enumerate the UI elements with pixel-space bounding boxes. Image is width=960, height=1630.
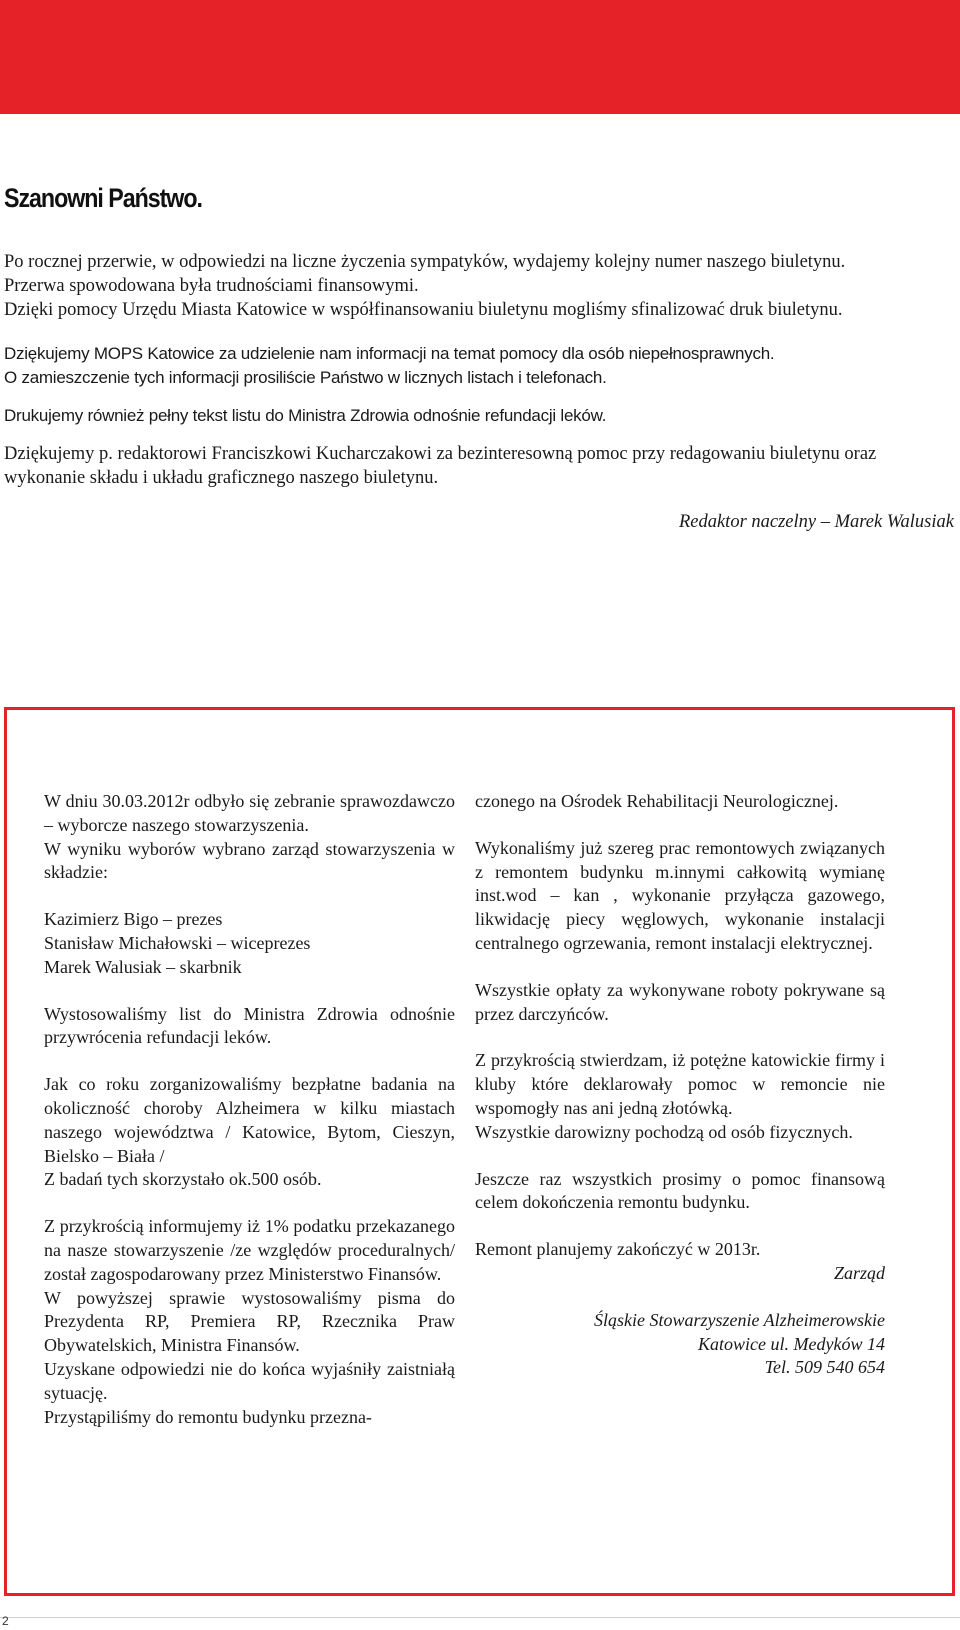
board-member: Stanisław Michałowski – wiceprezes (44, 932, 311, 953)
editor-signature: Redaktor naczelny – Marek Walusiak (678, 512, 954, 532)
organization-name: Śląskie Stowarzyszenie Alzheimerowskie (594, 1309, 885, 1330)
report-paragraph: W wyniku wyborów wybrano zarząd stowarzyszenia w składzie: (44, 838, 455, 883)
report-box (4, 707, 955, 1596)
report-right-column (475, 790, 885, 1380)
organization-phone: Tel. 509 540 654 (764, 1357, 885, 1378)
report-left-column (44, 790, 455, 1429)
report-paragraph: W dniu 30.03.2012r odbyło się zebranie sprawozdawczo – wyborcze naszego stowarzyszenia. (44, 791, 455, 835)
intro-paragraph: Dziękujemy p. redaktorowi Franciszkowi Kucharczakowi za bezinteresowną pomoc przy redagowaniu biuletynu oraz wykonanie składu i układu graficznego naszego biuletynu. (4, 444, 877, 488)
report-paragraph: Wszystkie opłaty za wykonywane roboty pokrywane są przez darczyńców. (475, 979, 885, 1024)
report-paragraph: Jeszcze raz wszystkich prosimy o pomoc finansową celem dokończenia remontu budynku. (475, 1168, 885, 1213)
report-paragraph: Wystosowaliśmy list do Ministra Zdrowia odnośnie przywrócenia refundacji leków. (44, 1003, 455, 1048)
intro-paragraph: O zamieszczenie tych informacji prosiliście Państwo w licznych listach i telefonach. (4, 368, 607, 387)
page-number: 2 (2, 1614, 9, 1628)
intro-paragraph: Dziękujemy MOPS Katowice za udzielenie nam informacji na temat pomocy dla osób niepełnosprawnych. (4, 344, 775, 363)
intro-section (4, 250, 954, 534)
intro-paragraph: Przerwa spowodowana była trudnościami finansowymi. (4, 276, 419, 296)
report-paragraph: czonego na Ośrodek Rehabilitacji Neurologicznej. (475, 791, 839, 811)
intro-paragraph: Drukujemy również pełny tekst listu do Ministra Zdrowia odnośnie refundacji leków. (4, 406, 607, 425)
report-paragraph: Wykonaliśmy już szereg prac remontowych związanych z remontem budynku m.innymi całkowitą wymianę inst.wod – kan , wykonanie przyłącza gazowego, likwidację piecy węglowych, wykonanie instalacji centralnego ogrzewania, remont instalacji elektrycznej. (475, 837, 885, 953)
report-paragraph: Remont planujemy zakończyć w 2013r. (475, 1239, 761, 1260)
report-paragraph: Jak co roku zorganizowaliśmy bezpłatne badania na okoliczność choroby Alzheimera w kilku miastach naszego województwa / Katowice, Bytom, Cieszyn, Bielsko – Biała / (44, 1074, 455, 1166)
organization-address: Katowice ul. Medyków 14 (698, 1333, 885, 1354)
top-red-band (0, 0, 960, 114)
intro-paragraph: Dzięki pomocy Urzędu Miasta Katowice w współfinansowaniu biuletynu mogliśmy sfinalizować druk biuletynu. (4, 300, 843, 320)
report-paragraph: Z przykrością stwierdzam, iż potężne katowickie firmy i kluby które deklarowały pomoc w remoncie nie wspomogły nas ani jedną złotówką. (475, 1050, 885, 1118)
intro-paragraph: Po rocznej przerwie, w odpowiedzi na liczne życzenia sympatyków, wydajemy kolejny numer naszego biuletynu. (4, 252, 846, 272)
board-member: Kazimierz Bigo – prezes (44, 909, 223, 930)
board-member: Marek Walusiak – skarbnik (44, 956, 242, 977)
board-signature: Zarząd (833, 1262, 885, 1283)
page-heading: Szanowni Państwo. (4, 183, 202, 213)
report-paragraph: Przystąpiliśmy do remontu budynku przezna- (44, 1406, 372, 1427)
report-paragraph: Z przykrością informujemy iż 1% podatku przekazanego na nasze stowarzyszenie /ze względów proceduralnych/ został zagospodarowany przez Ministerstwo Finansów. (44, 1216, 455, 1284)
report-paragraph: Z badań tych skorzystało ok.500 osób. (44, 1169, 322, 1190)
report-paragraph: Wszystkie darowizny pochodzą od osób fizycznych. (475, 1121, 853, 1142)
report-paragraph: W powyższej sprawie wystosowaliśmy pisma do Prezydenta RP, Premiera RP, Rzecznika Praw Obywatelskich, Ministra Finansów. (44, 1287, 455, 1356)
footer-divider (0, 1617, 960, 1618)
report-paragraph: Uzyskane odpowiedzi nie do końca wyjaśniły zaistniałą sytuację. (44, 1358, 455, 1403)
